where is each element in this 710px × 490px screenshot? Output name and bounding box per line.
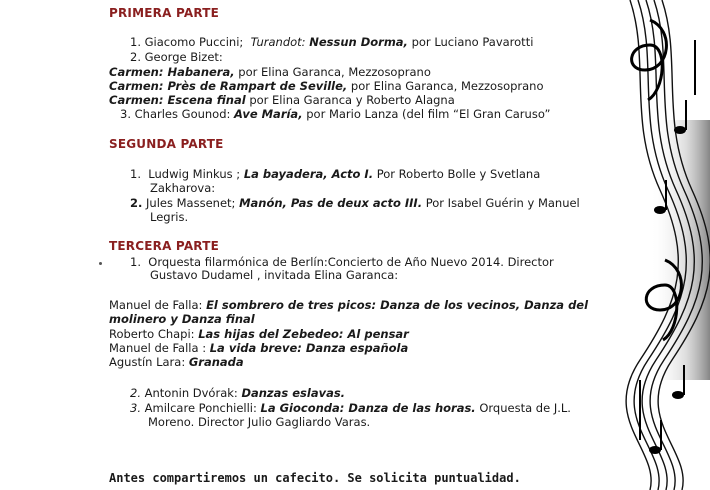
item-number: 3.	[130, 401, 141, 415]
segunda-item-1	[130, 167, 540, 181]
piece-title: La vida breve: Danza española	[209, 341, 409, 355]
composer: Amilcare Ponchielli:	[144, 401, 257, 415]
piece-title: La bayadera, Acto I.	[243, 167, 374, 181]
piece-title: Carmen: Escena final	[109, 93, 246, 107]
footer-note: Antes compartiremos un cafecito. Se solicita puntualidad.	[109, 471, 521, 485]
falla-vida-breve	[109, 341, 408, 355]
tercera-heading: TERCERA PARTE	[109, 239, 219, 253]
lara	[109, 355, 244, 369]
piece-title: Ave María,	[234, 107, 303, 121]
piece-title: Nessun Dorma,	[309, 35, 408, 49]
primera-item-2	[130, 50, 223, 64]
composer: Giacomo Puccini;	[144, 35, 244, 49]
composer: Manuel de Falla :	[109, 341, 207, 355]
carmen-habanera	[109, 65, 431, 79]
tercera-item-2	[130, 386, 345, 400]
segunda-item-1-cont: Zakharova:	[150, 181, 216, 195]
segunda-item-2-cont: Legris.	[150, 210, 189, 224]
performer: Orquesta de J.L.	[479, 401, 571, 415]
composer: Ludwig Minkus ;	[148, 167, 241, 181]
performer: por Elina Garanca, Mezzosoprano	[350, 79, 544, 93]
item-text: Orquesta filarmónica de Berlín:Concierto de Año Nuevo 2014. Director	[148, 255, 554, 269]
chapi	[109, 327, 409, 341]
item-number: 2.	[130, 50, 141, 64]
tercera-item-3-cont: Moreno. Director Julio Gagliardo Varas.	[148, 415, 371, 429]
item-number: 1.	[130, 255, 141, 269]
segunda-heading: SEGUNDA PARTE	[109, 137, 224, 151]
segunda-item-2	[130, 196, 580, 210]
item-number: 3.	[120, 107, 131, 121]
piece-title: La Gioconda: Danza de las horas.	[260, 401, 476, 415]
composer: Manuel de Falla:	[109, 298, 203, 312]
composer: George Bizet:	[144, 50, 223, 64]
piece-title: Las hijas del Zebedeo: Al pensar	[198, 327, 409, 341]
composer: Antonin Dvórak:	[144, 386, 238, 400]
primera-item-1	[130, 35, 533, 49]
opera-title: Turandot:	[250, 35, 306, 49]
composer: Roberto Chapi:	[109, 327, 195, 341]
composer: Charles Gounod:	[134, 107, 231, 121]
carmen-escena	[109, 93, 455, 107]
primera-item-3	[120, 107, 550, 121]
falla-sombrero-cont: molinero y Danza final	[109, 312, 255, 326]
item-number: 2.	[130, 196, 143, 210]
performer: Por Roberto Bolle y Svetlana	[376, 167, 541, 181]
primera-heading: PRIMERA PARTE	[109, 6, 220, 20]
item-number: 2.	[130, 386, 141, 400]
tercera-item-1-cont: Gustavo Dudamel , invitada Elina Garanca:	[150, 268, 399, 282]
composer: Agustín Lara:	[109, 355, 186, 369]
performer: por Elina Garanca, Mezzosoprano	[238, 65, 431, 79]
item-number: 1.	[130, 167, 141, 181]
tercera-item-1	[130, 255, 554, 269]
piece-title: Granada	[188, 355, 244, 369]
margin-dot	[99, 262, 102, 265]
composer: Jules Massenet;	[146, 196, 236, 210]
piece-title: El sombrero de tres picos: Danza de los vecinos, Danza del	[206, 298, 589, 312]
falla-sombrero	[109, 298, 588, 312]
tercera-item-3	[130, 401, 571, 415]
item-number: 1.	[130, 35, 141, 49]
piece-title: Carmen: Près de Rampart de Seville,	[109, 79, 348, 93]
performer: Por Isabel Guérin y Manuel	[425, 196, 580, 210]
piece-title: Manón, Pas de deux acto III.	[239, 196, 423, 210]
performer: por Mario Lanza (del film “El Gran Caruso”	[306, 107, 551, 121]
music-staff-decoration	[620, 0, 710, 490]
performer: por Elina Garanca y Roberto Alagna	[249, 93, 455, 107]
piece-title: Carmen: Habanera,	[109, 65, 235, 79]
performer: por Luciano Pavarotti	[411, 35, 534, 49]
piece-title: Danzas eslavas.	[241, 386, 346, 400]
carmen-rampart	[109, 79, 544, 93]
